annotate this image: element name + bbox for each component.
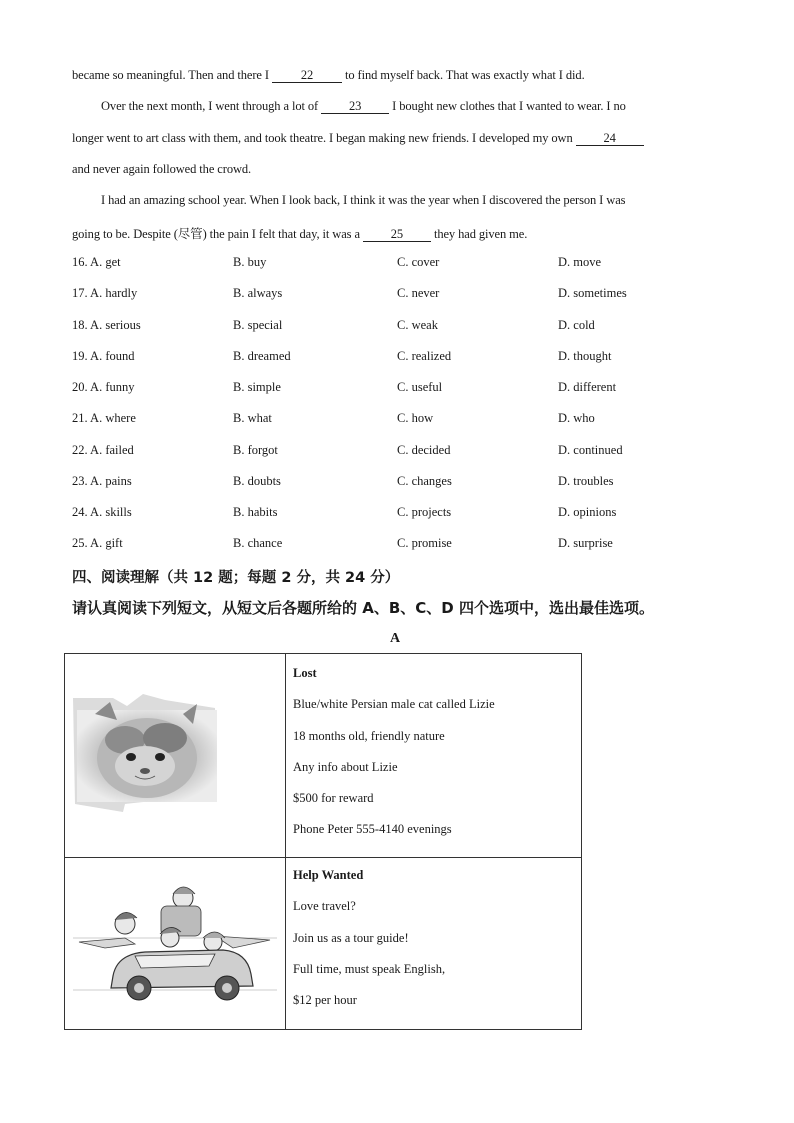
option-20-a[interactable]: 20. A. funny bbox=[72, 380, 135, 394]
option-16-d[interactable]: D. move bbox=[558, 255, 602, 269]
passage-text: Over the next month, I went through a lot of bbox=[101, 99, 322, 113]
travel-car-illustration bbox=[65, 858, 285, 1024]
option-25-b[interactable]: B. chance bbox=[233, 536, 283, 550]
help-ad-line: Love travel? bbox=[293, 899, 356, 914]
help-ad-title: Help Wanted bbox=[293, 868, 364, 882]
lost-ad-line: Phone Peter 555-4140 evenings bbox=[293, 822, 452, 837]
option-16-b[interactable]: B. buy bbox=[233, 255, 267, 269]
cat-image-cell bbox=[65, 654, 286, 858]
option-23-b[interactable]: B. doubts bbox=[233, 474, 281, 488]
section-instruction: 请认真阅读下列短文，从短文后各题所给的 A、B、C、D 四个选项中，选出最佳选项。 bbox=[72, 599, 654, 617]
ad-row-lost bbox=[65, 654, 582, 858]
option-21-c[interactable]: C. how bbox=[397, 411, 434, 425]
passage-line-4: and never again followed the crowd. bbox=[72, 162, 252, 176]
travel-image-cell bbox=[65, 858, 286, 1030]
help-ad-text bbox=[286, 858, 582, 1030]
help-ad-line: Join us as a tour guide! bbox=[293, 930, 409, 945]
option-19-c[interactable]: C. realized bbox=[397, 349, 452, 363]
option-22-d[interactable]: D. continued bbox=[558, 443, 623, 457]
section-heading: 四、阅读理解（共 12 题；每题 2 分，共 24 分） bbox=[72, 570, 400, 586]
lost-ad-title: Lost bbox=[293, 666, 317, 680]
option-18-c[interactable]: C. weak bbox=[397, 318, 438, 332]
option-21-a[interactable]: 21. A. where bbox=[72, 411, 136, 425]
option-21-d[interactable]: D. who bbox=[558, 411, 595, 425]
option-20-d[interactable]: D. different bbox=[558, 380, 617, 394]
option-19-d[interactable]: D. thought bbox=[558, 349, 612, 363]
option-18-d[interactable]: D. cold bbox=[558, 318, 595, 332]
passage-line-1 bbox=[72, 68, 585, 83]
option-22-a[interactable]: 22. A. failed bbox=[72, 443, 134, 457]
passage-line-3 bbox=[72, 131, 644, 146]
passage-text: going to be. Despite (尽管) the pain I felt that day, it was a bbox=[72, 227, 363, 241]
blank-23: 23 bbox=[321, 100, 389, 114]
option-22-c[interactable]: C. decided bbox=[397, 443, 451, 457]
option-17-b[interactable]: B. always bbox=[233, 286, 283, 300]
option-25-a[interactable]: 25. A. gift bbox=[72, 536, 123, 550]
lost-ad-text bbox=[286, 654, 582, 858]
option-16-a[interactable]: 16. A. get bbox=[72, 255, 121, 269]
option-17-d[interactable]: D. sometimes bbox=[558, 286, 627, 300]
option-17-a[interactable]: 17. A. hardly bbox=[72, 286, 138, 300]
option-18-a[interactable]: 18. A. serious bbox=[72, 318, 141, 332]
lost-ad-line: Blue/white Persian male cat called Lizie bbox=[293, 697, 495, 712]
passage-text: to find myself back. That was exactly what I did. bbox=[341, 68, 585, 82]
option-23-d[interactable]: D. troubles bbox=[558, 474, 614, 488]
blank-24: 24 bbox=[576, 132, 644, 146]
option-19-b[interactable]: B. dreamed bbox=[233, 349, 291, 363]
help-ad-line: Full time, must speak English, bbox=[293, 961, 446, 976]
option-24-d[interactable]: D. opinions bbox=[558, 505, 617, 519]
option-20-b[interactable]: B. simple bbox=[233, 380, 281, 394]
lost-ad-line: 18 months old, friendly nature bbox=[293, 728, 445, 743]
passage-line-2 bbox=[101, 99, 626, 114]
blank-22: 22 bbox=[272, 69, 342, 83]
passage-line-5: I had an amazing school year. When I look back, I think it was the year when I discovered the person I was bbox=[101, 193, 626, 207]
passage-text: became so meaningful. Then and there I bbox=[72, 68, 272, 82]
passage-text: longer went to art class with them, and took theatre. I began making new friends. I developed my own bbox=[72, 131, 576, 145]
option-21-b[interactable]: B. what bbox=[233, 411, 272, 425]
passage-line-6 bbox=[72, 224, 527, 242]
option-25-c[interactable]: C. promise bbox=[397, 536, 452, 550]
cat-photo-illustration bbox=[65, 654, 285, 852]
blank-25: 25 bbox=[363, 228, 431, 242]
option-25-d[interactable]: D. surprise bbox=[558, 536, 613, 550]
option-16-c[interactable]: C. cover bbox=[397, 255, 440, 269]
option-23-a[interactable]: 23. A. pains bbox=[72, 474, 132, 488]
passage-letter: A bbox=[390, 631, 401, 646]
lost-ad-line: Any info about Lizie bbox=[293, 759, 398, 774]
help-ad-line: $12 per hour bbox=[293, 993, 357, 1008]
ads-table bbox=[64, 653, 582, 1030]
lost-ad-line: $500 for reward bbox=[293, 791, 374, 806]
option-17-c[interactable]: C. never bbox=[397, 286, 440, 300]
option-20-c[interactable]: C. useful bbox=[397, 380, 443, 394]
option-22-b[interactable]: B. forgot bbox=[233, 443, 278, 457]
option-18-b[interactable]: B. special bbox=[233, 318, 283, 332]
option-24-a[interactable]: 24. A. skills bbox=[72, 505, 132, 519]
option-24-b[interactable]: B. habits bbox=[233, 505, 278, 519]
passage-text: they had given me. bbox=[430, 227, 528, 241]
passage-text: I bought new clothes that I wanted to wear. I no bbox=[389, 99, 626, 113]
ad-row-help bbox=[65, 858, 582, 1030]
option-19-a[interactable]: 19. A. found bbox=[72, 349, 135, 363]
option-23-c[interactable]: C. changes bbox=[397, 474, 452, 488]
option-24-c[interactable]: C. projects bbox=[397, 505, 452, 519]
